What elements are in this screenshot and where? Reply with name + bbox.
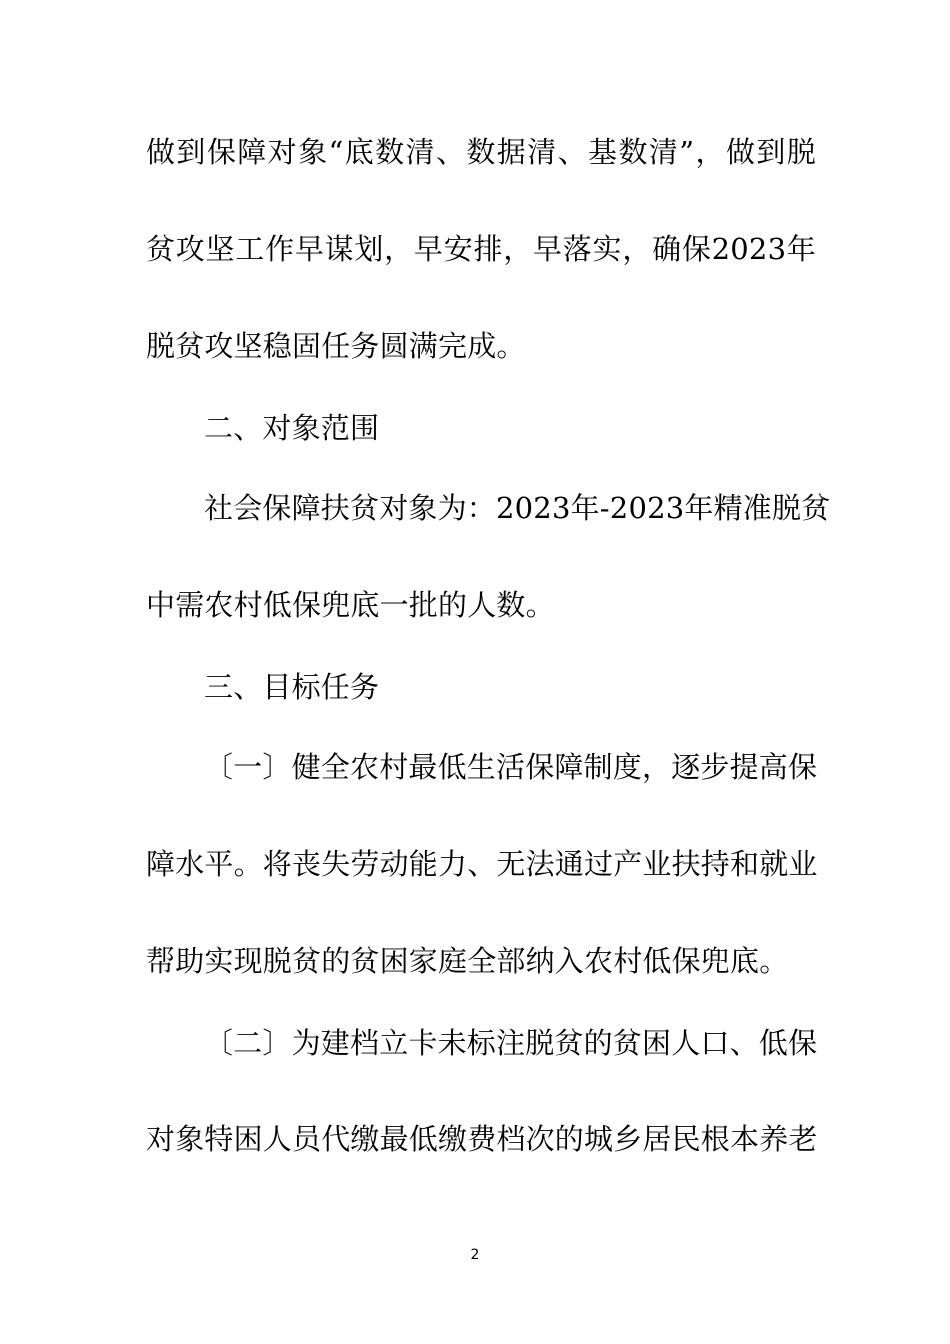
section-heading-targets: 三、目标任务 [204,670,380,704]
page-number: 2 [470,1247,480,1263]
text-line-11: 〔二〕为建档立卡未标注脱贫的贫困人口、低保 [204,1026,818,1060]
text-line-1: 做到保障对象“底数清、数据清、基数清”，做到脱 [146,135,816,169]
text-line-9: 障水平。将丧失劳动能力、无法通过产业扶持和就业 [146,847,818,881]
text-line-10: 帮助实现脱贫的贫困家庭全部纳入农村低保兜底。 [146,944,789,978]
text-line-8: 〔一〕健全农村最低生活保障制度，逐步提高保 [204,750,818,784]
text-line-5: 社会保障扶贫对象为：2023年-2023年精准脱贫 [204,491,831,525]
text-line-3: 脱贫攻坚稳固任务圆满完成。 [146,329,526,363]
text-line-6: 中需农村低保兜底一批的人数。 [146,588,555,622]
text-line-2: 贫攻坚工作早谋划，早安排，早落实，确保2023年 [146,232,816,266]
section-heading-scope: 二、对象范围 [204,411,380,445]
text-line-12: 对象特困人员代缴最低缴费档次的城乡居民根本养老 [146,1122,818,1156]
